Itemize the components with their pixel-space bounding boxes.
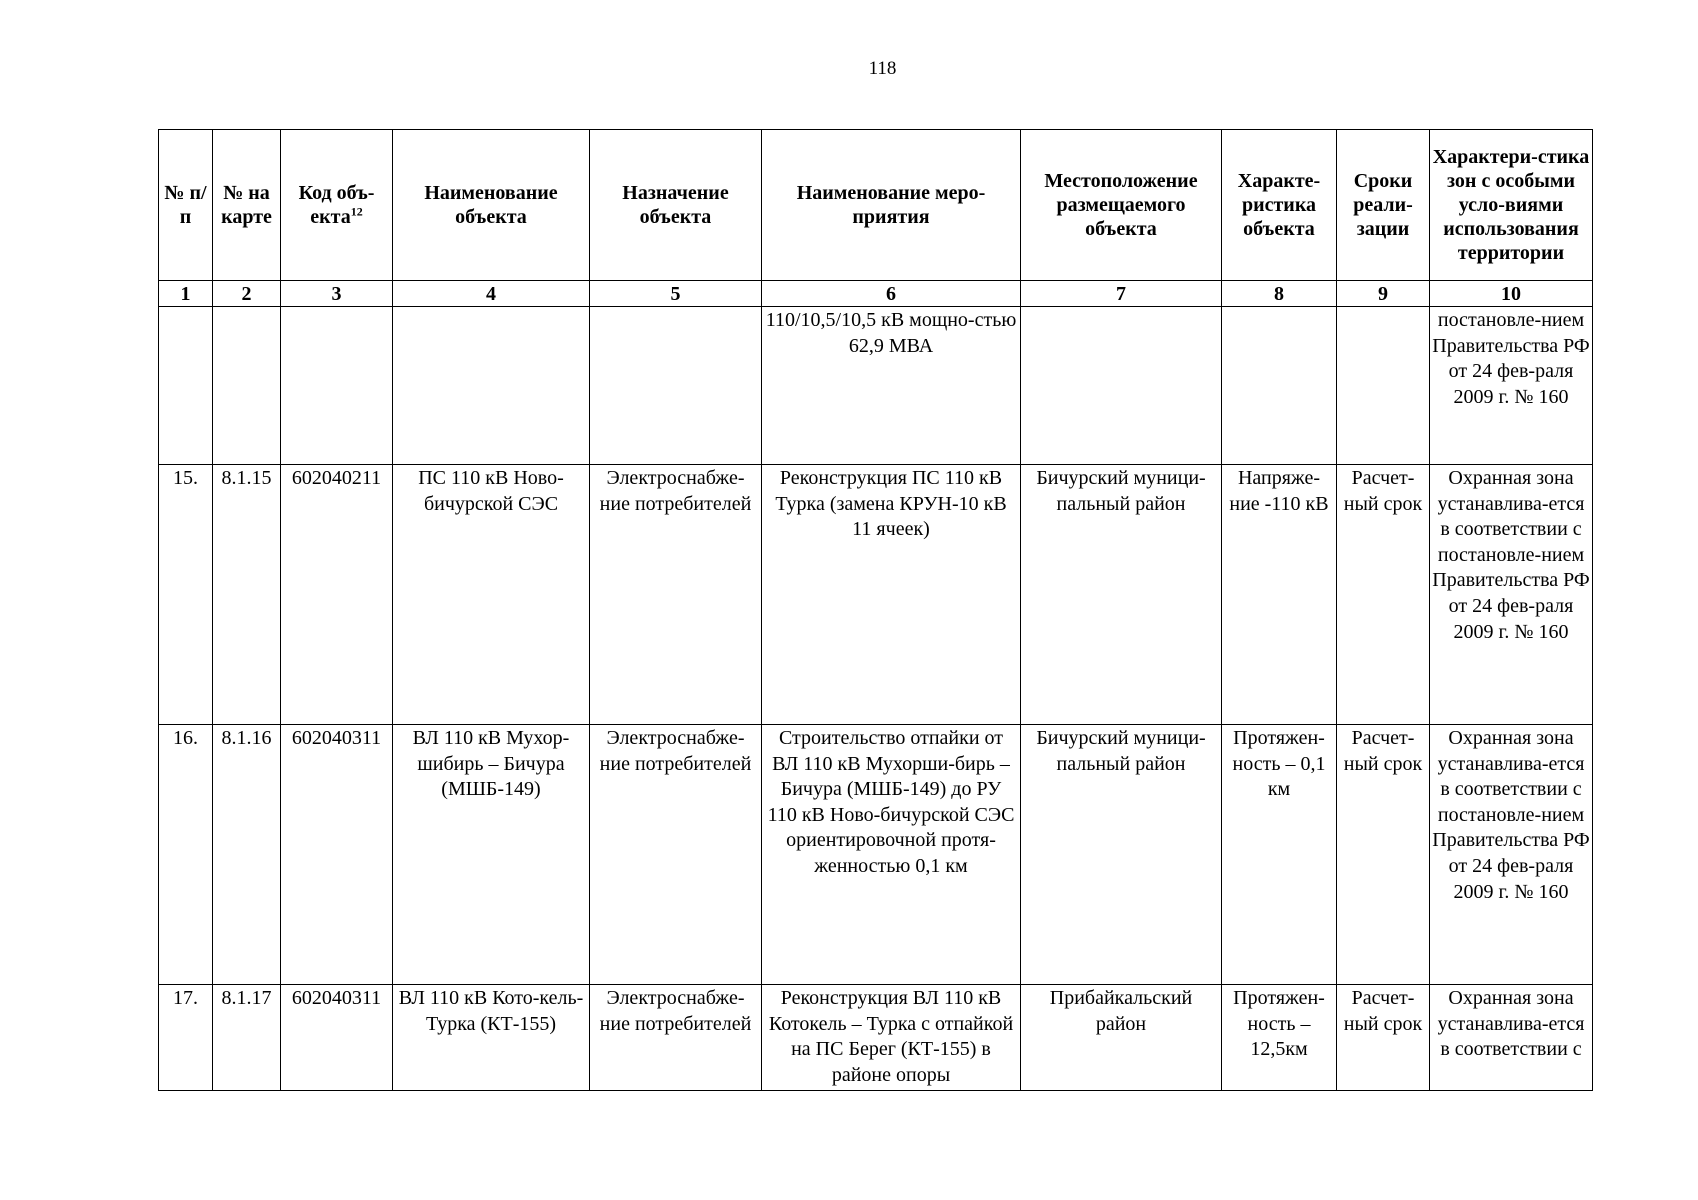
cell-num: 16.	[159, 725, 213, 985]
cell-event: Реконструкция ПС 110 кВ Турка (замена КРУН-10 кВ 11 ячеек)	[762, 465, 1021, 725]
cell-term: Расчет-ный срок	[1337, 725, 1430, 985]
cell-characteristic	[1222, 307, 1337, 465]
cell-zones: постановле-нием Правительства РФ от 24 фев-раля 2009 г. № 160	[1430, 307, 1593, 465]
column-number: 9	[1337, 281, 1430, 307]
cell-num	[159, 307, 213, 465]
cell-term	[1337, 307, 1430, 465]
header-characteristic: Характе-ристика объекта	[1222, 130, 1337, 281]
cell-map	[213, 307, 281, 465]
column-number: 6	[762, 281, 1021, 307]
table-row	[159, 985, 1593, 1091]
cell-characteristic: Протяжен-ность – 0,1 км	[1222, 725, 1337, 985]
column-number: 1	[159, 281, 213, 307]
cell-zones: Охранная зона устанавлива-ется в соответствии с постановле-нием Правительства РФ от 24 фев-раля 2009 г. № 160	[1430, 725, 1593, 985]
header-num: № п/п	[159, 130, 213, 281]
cell-purpose: Электроснабже-ние потребителей	[590, 985, 762, 1091]
cell-purpose	[590, 307, 762, 465]
cell-term: Расчет-ный срок	[1337, 465, 1430, 725]
header-location: Местоположение размещаемого объекта	[1021, 130, 1222, 281]
cell-name	[393, 307, 590, 465]
cell-num: 15.	[159, 465, 213, 725]
cell-term: Расчет-ный срок	[1337, 985, 1430, 1091]
header-map: № на карте	[213, 130, 281, 281]
cell-zones: Охранная зона устанавлива-ется в соответствии с постановле-нием Правительства РФ от 24 фев-раля 2009 г. № 160	[1430, 465, 1593, 725]
cell-location	[1021, 307, 1222, 465]
cell-characteristic: Протяжен-ность – 12,5км	[1222, 985, 1337, 1091]
cell-location: Прибайкальский район	[1021, 985, 1222, 1091]
cell-code: 602040311	[281, 725, 393, 985]
header-event: Наименование меро-приятия	[762, 130, 1021, 281]
column-number: 8	[1222, 281, 1337, 307]
table-row	[159, 465, 1593, 725]
cell-purpose: Электроснабже-ние потребителей	[590, 725, 762, 985]
cell-purpose: Электроснабже-ние потребителей	[590, 465, 762, 725]
cell-name: ПС 110 кВ Ново-бичурской СЭС	[393, 465, 590, 725]
table-row	[159, 307, 1593, 465]
footnote-mark: 12	[350, 204, 363, 219]
cell-characteristic: Напряже-ние -110 кВ	[1222, 465, 1337, 725]
cell-zones: Охранная зона устанавлива-ется в соответствии с	[1430, 985, 1593, 1091]
header-term: Сроки реали-зации	[1337, 130, 1430, 281]
cell-code: 602040211	[281, 465, 393, 725]
cell-name: ВЛ 110 кВ Кото-кель-Турка (КТ-155)	[393, 985, 590, 1091]
page-number: 118	[868, 58, 897, 79]
header-name: Наименование объекта	[393, 130, 590, 281]
header-code: Код объ-екта$^{12}$	[281, 130, 393, 281]
cell-map: 8.1.15	[213, 465, 281, 725]
cell-map: 8.1.17	[213, 985, 281, 1091]
cell-event: 110/10,5/10,5 кВ мощно-стью 62,9 МВА	[762, 307, 1021, 465]
table-row	[159, 725, 1593, 985]
cell-num: 17.	[159, 985, 213, 1091]
cell-location: Бичурский муници-пальный район	[1021, 465, 1222, 725]
cell-name: ВЛ 110 кВ Мухор-шибирь – Бичура (МШБ-149)	[393, 725, 590, 985]
cell-code: 602040311	[281, 985, 393, 1091]
header-purpose: Назначение объекта	[590, 130, 762, 281]
objects-table	[158, 129, 1593, 1091]
column-number: 3	[281, 281, 393, 307]
table-header	[159, 130, 1593, 307]
column-number: 4	[393, 281, 590, 307]
cell-map: 8.1.16	[213, 725, 281, 985]
column-number: 10	[1430, 281, 1593, 307]
cell-code	[281, 307, 393, 465]
column-number: 5	[590, 281, 762, 307]
column-number: 2	[213, 281, 281, 307]
cell-event: Строительство отпайки от ВЛ 110 кВ Мухорши-бирь – Бичура (МШБ-149) до РУ 110 кВ Ново-бичурской СЭС ориентировочной протя-женностью 0,1 км	[762, 725, 1021, 985]
cell-event: Реконструкция ВЛ 110 кВ Котокель – Турка с отпайкой на ПС Берег (КТ-155) в районе опоры	[762, 985, 1021, 1091]
column-number: 7	[1021, 281, 1222, 307]
cell-location: Бичурский муници-пальный район	[1021, 725, 1222, 985]
header-zones: Характери-стика зон с особыми усло-виями использования территории	[1430, 130, 1593, 281]
